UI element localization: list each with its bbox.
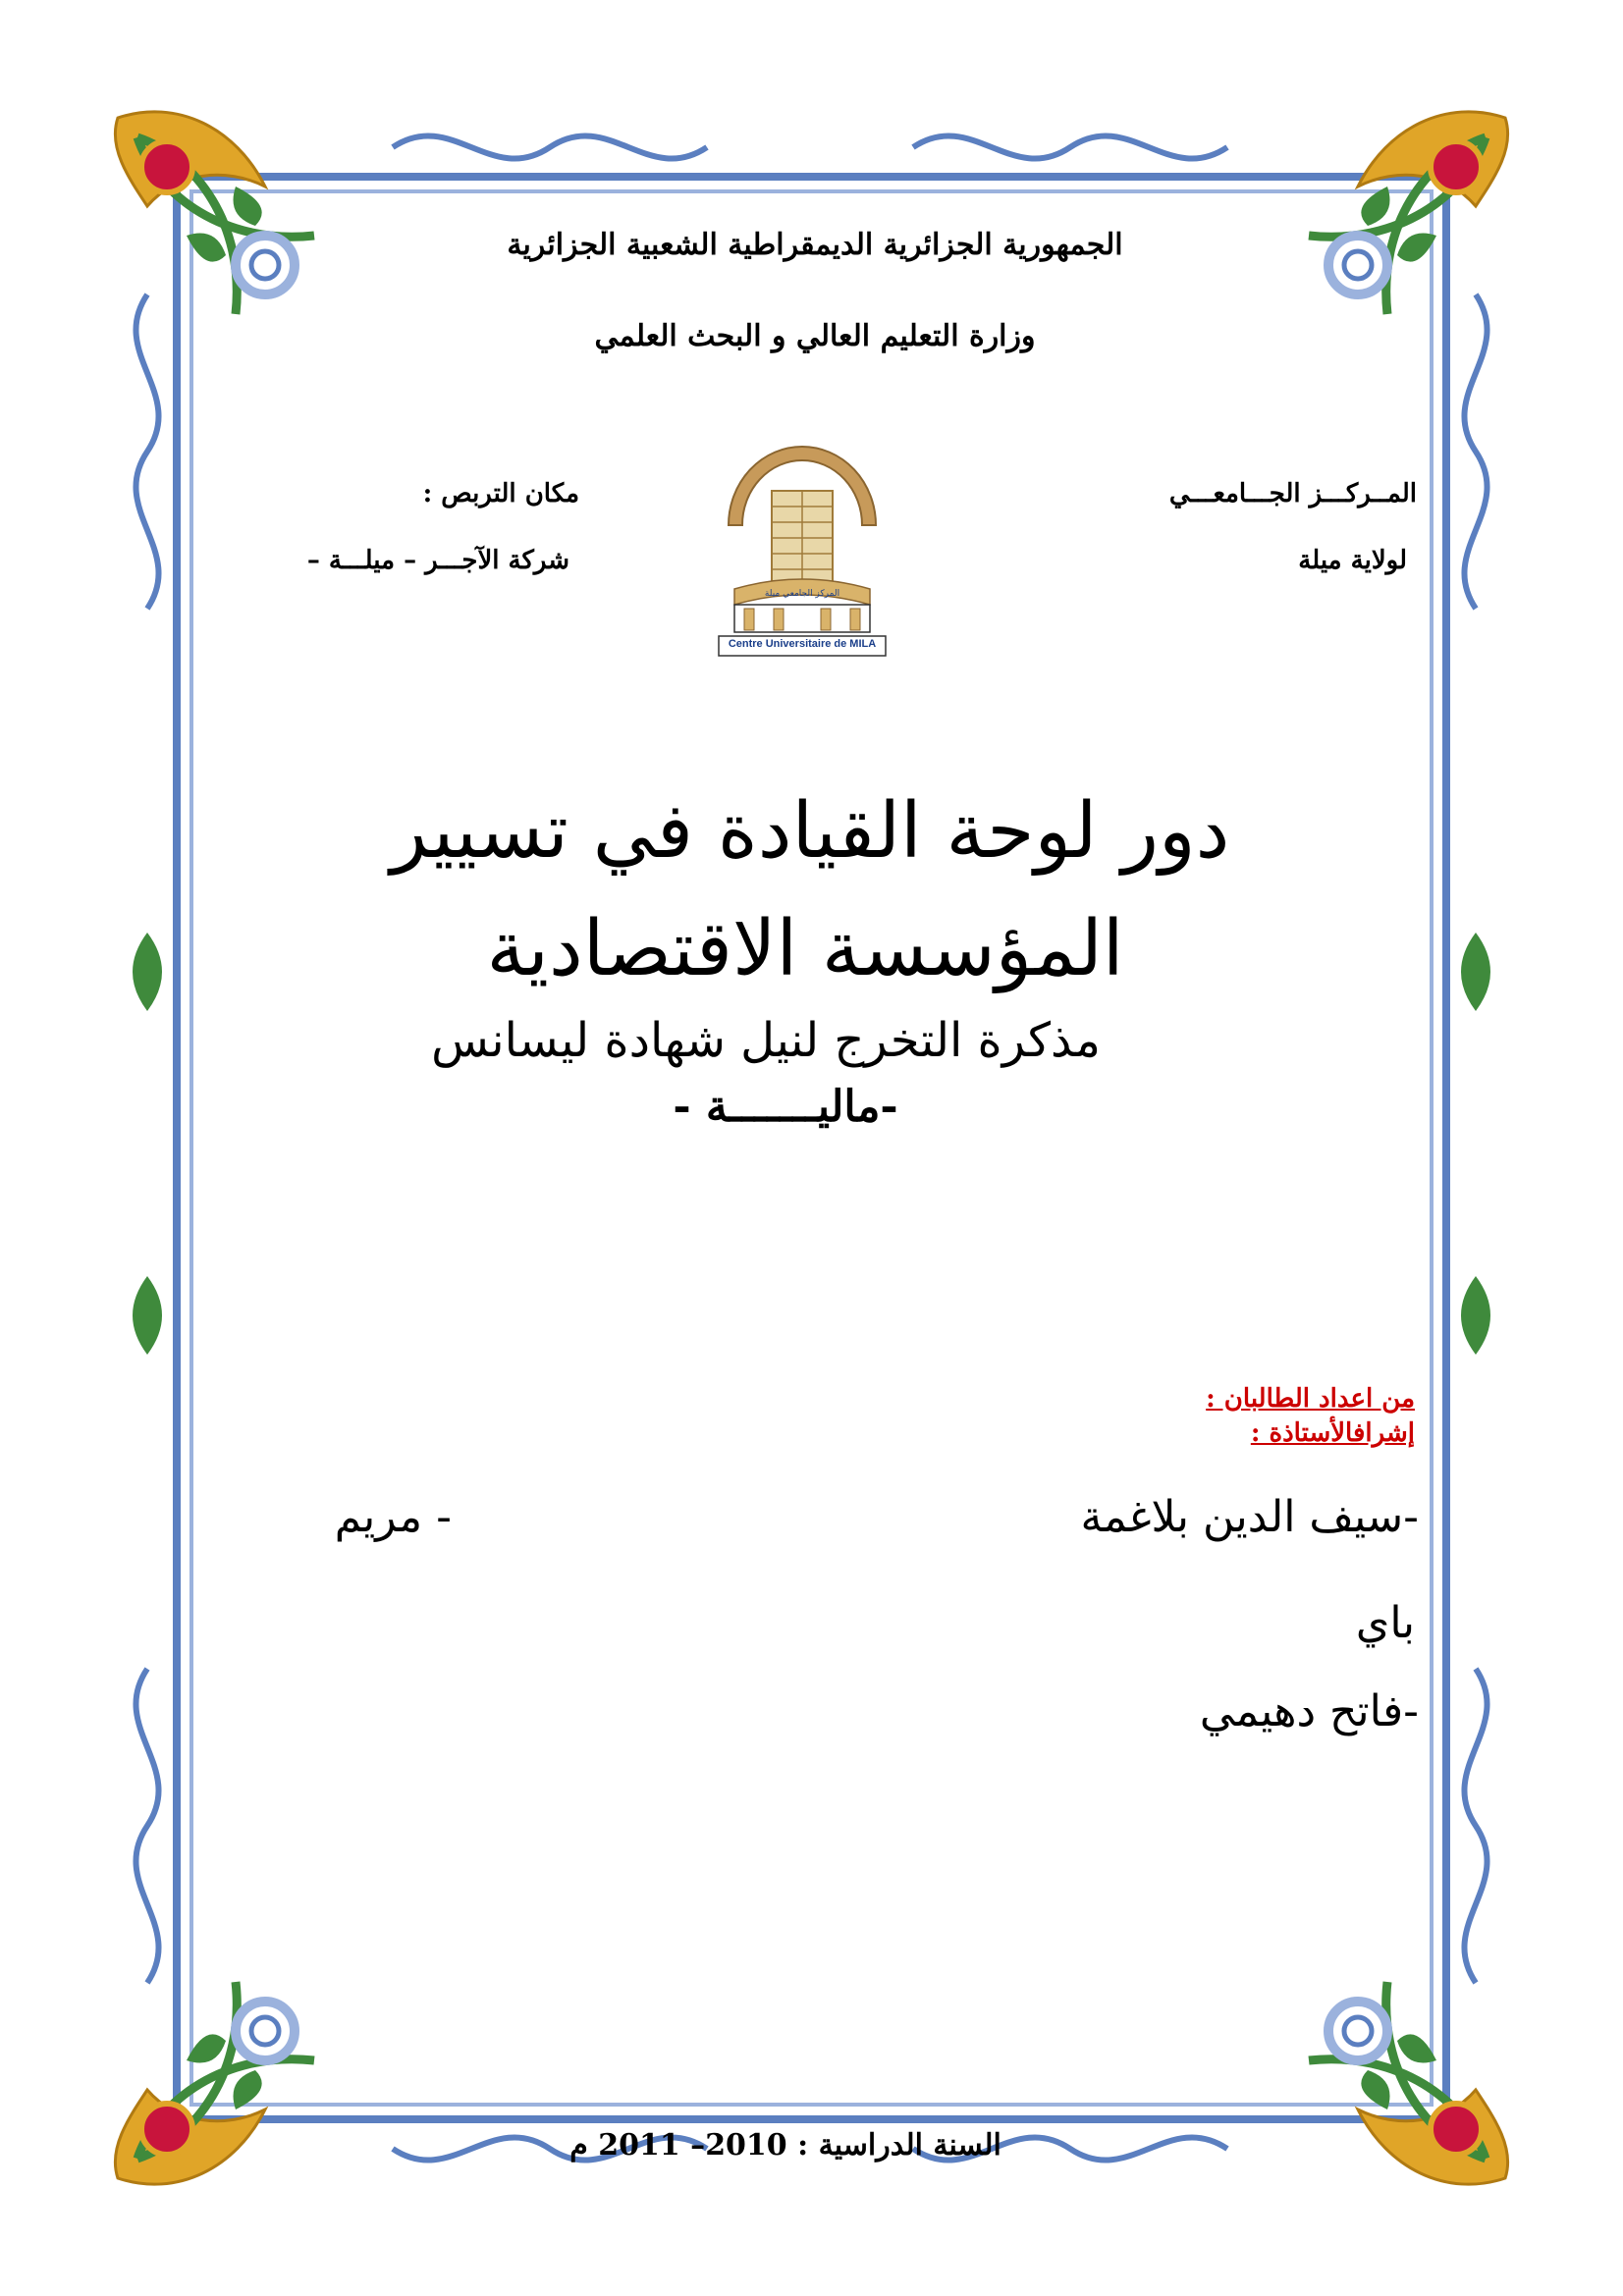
thesis-title-line1: دور لوحة القيادة في تسيير [390, 787, 1230, 876]
internship-company: شركة الآجـــر – ميلـــة – [306, 546, 569, 575]
academic-year: السنة الدراسية : 2010– 2011 م [569, 2128, 1001, 2163]
thesis-specialty: -ماليـــــــة - [673, 1082, 898, 1132]
logo-caption: Centre Universitaire de MILA [728, 638, 877, 650]
student-name-1: -سيف الدين بلاغمة [1080, 1492, 1419, 1542]
republic-heading: الجمهورية الجزائرية الديمقراطية الشعبية الجزائرية [507, 228, 1123, 262]
ministry-heading: وزارة التعليم العالي و البحث العلمي [594, 319, 1036, 353]
institution-line2: لولاية ميلة [1298, 546, 1407, 575]
thesis-subtitle: مذكرة التخرج لنيل شهادة ليسانس [431, 1013, 1101, 1068]
thesis-title-line2: المؤسسة الاقتصادية [486, 905, 1124, 993]
supervisor-name-first: - مريم [334, 1492, 452, 1542]
supervisor-name-last: باي [1355, 1598, 1415, 1648]
logo-arabic-name: المركز الجامعي ميلة [764, 589, 840, 599]
internship-label: مكان التربص : [422, 479, 579, 508]
prepared-by-label: من اعداد الطالبان : [1206, 1384, 1415, 1414]
university-logo [715, 432, 890, 660]
supervisor-label: إشرافالأستاذة : [1250, 1418, 1415, 1448]
institution-line1: المــركـــز الجـــامعـــي [1168, 479, 1417, 508]
student-name-2: -فاتح دهيمي [1199, 1686, 1419, 1736]
